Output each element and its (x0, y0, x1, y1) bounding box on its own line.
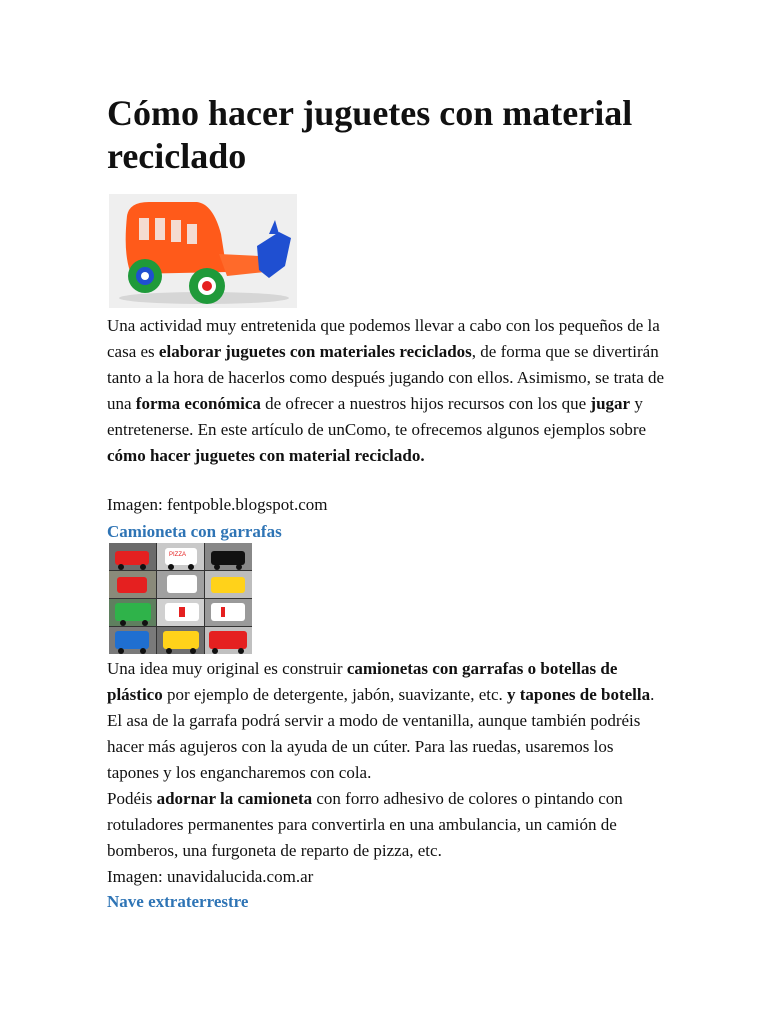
intro-bold-1: elaborar juguetes con materiales reciclados (158, 342, 472, 361)
intro-bold-3: jugar (590, 394, 631, 413)
intro-bold-4: cómo hacer juguetes con material reciclado. (107, 446, 425, 465)
toy-car-image (109, 194, 297, 308)
page-title: Cómo hacer juguetes con material reciclado (107, 93, 633, 176)
adorno-text-2: con forro adhesivo de colores o pintando con rotuladores permanentes para convertirla en una ambulancia, un camión de bomberos, una furgoneta de reparto de pizza, etc. (107, 789, 623, 860)
intro-paragraph (107, 313, 667, 469)
camioneta-text-1: Una idea muy original es construir (107, 659, 347, 678)
image-credit-1: Imagen: fentpoble.blogspot.com (107, 495, 328, 514)
adorno-bold-1: adornar la camioneta (156, 789, 313, 808)
recycled-trucks-collage-image (109, 543, 252, 654)
camioneta-bold-1: camionetas con garrafas o botellas de plástico (107, 659, 618, 704)
section-heading-camioneta[interactable]: Camioneta con garrafas (107, 522, 282, 541)
section-heading-nave[interactable]: Nave extraterrestre (107, 892, 249, 911)
toy-car-illustration (109, 194, 297, 308)
intro-text-2: , de forma que se divertirán tanto a la hora de hacerlos como después jugando con ellos. Asimismo, se trata de una (107, 342, 665, 413)
intro-bold-2: forma económica (135, 394, 261, 413)
intro-text-3: de ofrecer a nuestros hijos recursos con los que (260, 394, 591, 413)
camioneta-text-2: por ejemplo de detergente, jabón, suavizante, etc. (162, 685, 508, 704)
camioneta-paragraph-1 (107, 656, 667, 786)
pizza-label: PIZZA (169, 552, 187, 558)
image-credit-2: Imagen: unavidalucida.com.ar (107, 867, 314, 886)
camioneta-bold-2: y tapones de botella (507, 685, 651, 704)
adorno-text-1: Podéis (107, 789, 157, 808)
intro-text-4: y entretenerse. En este artículo de unComo, te ofrecemos algunos ejemplos sobre (107, 394, 647, 439)
camioneta-paragraph-2 (107, 786, 667, 864)
collage-illustration (109, 543, 252, 654)
camioneta-text-3: . El asa de la garrafa podrá servir a modo de ventanilla, aunque también podréis hacer más agujeros con la ayuda de un cúter. Para las ruedas, usaremos los tapones y los engancharemos con cola. (107, 685, 655, 782)
intro-text-1: Una actividad muy entretenida que podemos llevar a cabo con los pequeños de la casa es (107, 316, 660, 361)
